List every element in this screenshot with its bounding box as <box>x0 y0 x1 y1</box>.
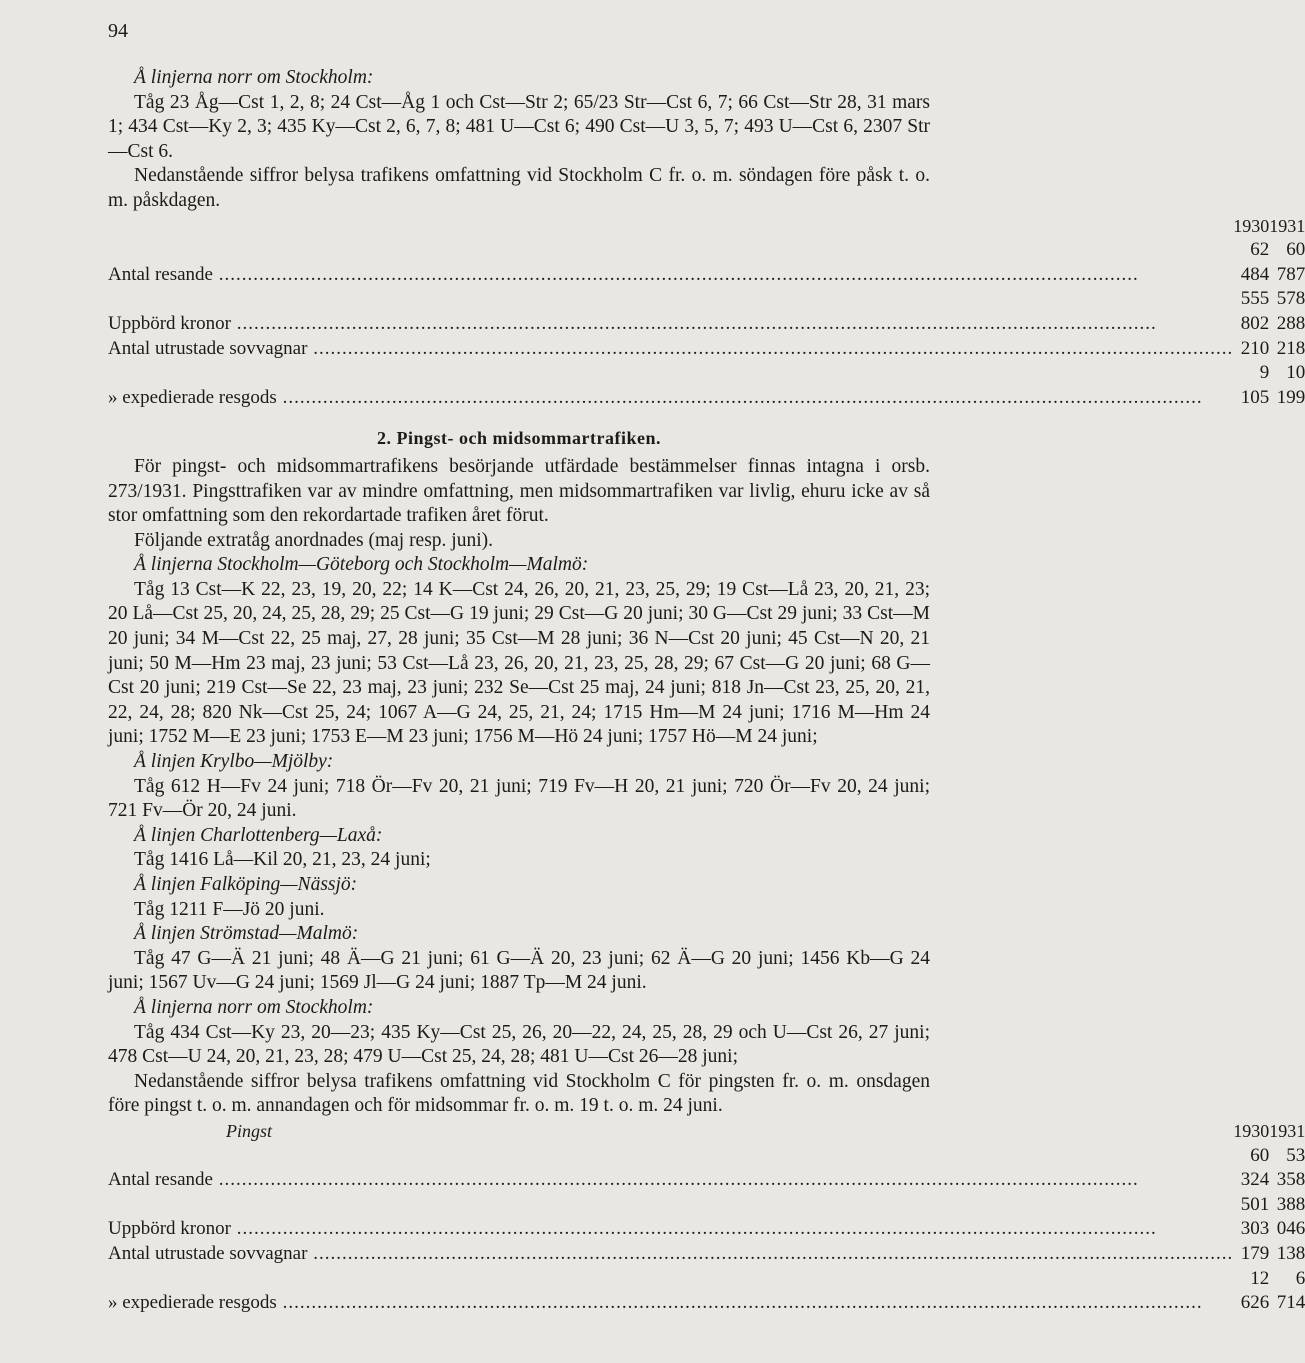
cell-1931: 138 <box>1276 1242 1305 1264</box>
cell-1931: 53 358 <box>1276 1144 1305 1191</box>
cell-1931: 218 <box>1276 337 1305 359</box>
row-label: Antal resande <box>108 263 213 285</box>
stats-table-easter <box>108 214 1305 411</box>
year-header: 1931 <box>1269 1120 1305 1141</box>
cell-1930: 210 <box>1240 337 1270 359</box>
table-row <box>108 287 1305 336</box>
row-label: » expedierade resgods <box>108 1292 277 1314</box>
cell-1931: 10 199 <box>1276 362 1305 408</box>
row-label: Uppbörd kronor <box>108 1218 231 1240</box>
cell-1930: 501 303 <box>1240 1193 1270 1240</box>
table-row <box>108 337 1305 362</box>
row-label: Antal utrustade sovvagnar <box>108 337 308 359</box>
line-heading: Å linjerna norr om Stockholm: <box>134 996 374 1018</box>
row-label: » expedierade resgods <box>108 386 277 408</box>
cell-1931: 6 714 <box>1276 1267 1305 1314</box>
line-heading: Å linjen Charlottenberg—Laxå: <box>134 824 383 846</box>
train-list: Tåg 1211 F—Jö 20 juni. <box>134 898 325 920</box>
table-row <box>108 1242 1305 1267</box>
cell-1930: 62 484 <box>1240 239 1270 285</box>
stats-table-pentecost <box>108 1119 1305 1316</box>
year-header: 1930 <box>1233 1120 1270 1141</box>
line-heading: Å linjen Strömstad—Malmö: <box>134 923 359 945</box>
line-heading: Å linjen Krylbo—Mjölby: <box>134 751 334 773</box>
row-label: Antal resande <box>108 1169 213 1191</box>
table-row <box>108 361 1305 410</box>
page-number: 94 <box>108 20 128 42</box>
cell-1930: 12 626 <box>1240 1267 1270 1314</box>
section-title: 2. Pingst- och midsommartrafiken. <box>377 428 661 449</box>
paragraph: Nedanstående siffror belysa trafikens omfattning vid Stockholm C fr. o. m. söndagen före påsk t. o. m. påskdagen. <box>108 165 930 211</box>
cell-1930: 179 <box>1240 1242 1270 1264</box>
row-label: Uppbörd kronor <box>108 312 231 334</box>
cell-1931: 60 787 <box>1276 239 1305 285</box>
table-row <box>108 238 1305 287</box>
train-list: Tåg 434 Cst—Ky 23, 20—23; 435 Ky—Cst 25, 26, 20—22, 24, 25, 28, 29 och U—Cst 26, 27 juni; 478 Cst—U 24, 20, 21, 23, 28; 479 U—Cst 25, 24, 28; 481 U—Cst 26—28 juni; <box>108 1021 930 1068</box>
cell-1931: 578 288 <box>1276 288 1305 334</box>
row-label: Antal utrustade sovvagnar <box>108 1242 308 1264</box>
paragraph: Följande extratåg anordnades (maj resp. juni). <box>134 529 494 551</box>
line-heading: Å linjerna norr om Stockholm: <box>134 67 374 88</box>
table-caption: Pingst <box>226 1120 273 1141</box>
table-row <box>108 1144 1305 1193</box>
line-heading: Å linjen Falköping—Nässjö: <box>134 874 358 895</box>
cell-1930: 60 324 <box>1240 1144 1270 1191</box>
train-list: Tåg 612 H—Fv 24 juni; 718 Ör—Fv 20, 21 juni; 719 Fv—H 20, 21 juni; 720 Ör—Fv 20, 24 juni; 721 Fv—Ör 20, 24 juni. <box>108 775 930 822</box>
cell-1931: 388 046 <box>1276 1193 1305 1240</box>
page-body <box>108 66 1305 1316</box>
train-list: Tåg 13 Cst—K 22, 23, 19, 20, 22; 14 K—Cst 24, 26, 20, 21, 23, 25, 29; 19 Cst—Lå 23, 20, 21, 23; 20 Lå—Cst 25, 20, 24, 25, 28, 29; 25 Cst—G 19 juni; 29 Cst—G 20 juni; 30 G—Cst 29 juni; 33 Cst—M 20 juni; 34 M—Cst 22, 25 maj, 27, 28 juni; 35 Cst—M 28 juni; 36 N—Cst 20 juni; 45 Cst—N 20, 21 juni; 50 M—Hm 23 maj, 23 juni; 53 Cst—Lå 23, 26, 20, 21, 23, 25, 28, 29; 67 Cst—G 20 juni; 68 G—Cst 20 juni; 219 Cst—Se 22, 23 maj, 23 juni; 232 Se—Cst 25 maj, 24 juni; 818 Jn—Cst 23, 25, 20, 21, 22, 24, 28; 820 Nk—Cst 25, 24; 1067 A—G 24, 25, 21, 24; 1715 Hm—M 24 juni; 1716 M—Hm 24 juni; 1752 M—E 23 juni; 1753 E—M 23 juni; 1756 M—Hö 24 juni; 1757 Hö—M 24 juni; <box>108 578 930 748</box>
table-row <box>108 1193 1305 1242</box>
table-row <box>108 1267 1305 1316</box>
train-list: Tåg 23 Åg—Cst 1, 2, 8; 24 Cst—Åg 1 och Cst—Str 2; 65/23 Str—Cst 6, 7; 66 Cst—Str 28, 31 mars 1; 434 Cst—Ky 2, 3; 435 Ky—Cst 2, 6, 7, 8; 481 U—Cst 6; 490 Cst—U 3, 5, 7; 493 U—Cst 6, 2307 Str—Cst 6. <box>108 91 930 162</box>
cell-1930: 9 105 <box>1240 362 1270 408</box>
cell-1930: 555 802 <box>1240 288 1270 334</box>
year-header: 1931 <box>1269 215 1305 236</box>
train-list: Tåg 1416 Lå—Kil 20, 21, 23, 24 juni; <box>134 849 431 871</box>
paragraph: Nedanstående siffror belysa trafikens omfattning vid Stockholm C för pingsten fr. o. m. onsdagen före pingst t. o. m. annandagen och för midsommar fr. o. m. 19 t. o. m. 24 juni. <box>108 1070 930 1117</box>
paragraph: För pingst- och midsommartrafikens besörjande utfärdade bestämmelser finnas intagna i orsb. 273/1931. Pingsttrafiken var av mindre omfattning, men midsommartrafiken var livlig, ehuru icke av så stor omfattning som den rekordartade trafiken året förut. <box>108 455 930 527</box>
line-heading: Å linjerna Stockholm—Göteborg och Stockholm—Malmö: <box>134 554 589 576</box>
year-header: 1930 <box>1233 215 1270 236</box>
train-list: Tåg 47 G—Ä 21 juni; 48 Ä—G 21 juni; 61 G—Ä 20, 23 juni; 62 Ä—G 20 juni; 1456 Kb—G 24 juni; 1567 Uv—G 24 juni; 1569 Jl—G 24 juni; 1887 Tp—M 24 juni. <box>108 947 930 994</box>
